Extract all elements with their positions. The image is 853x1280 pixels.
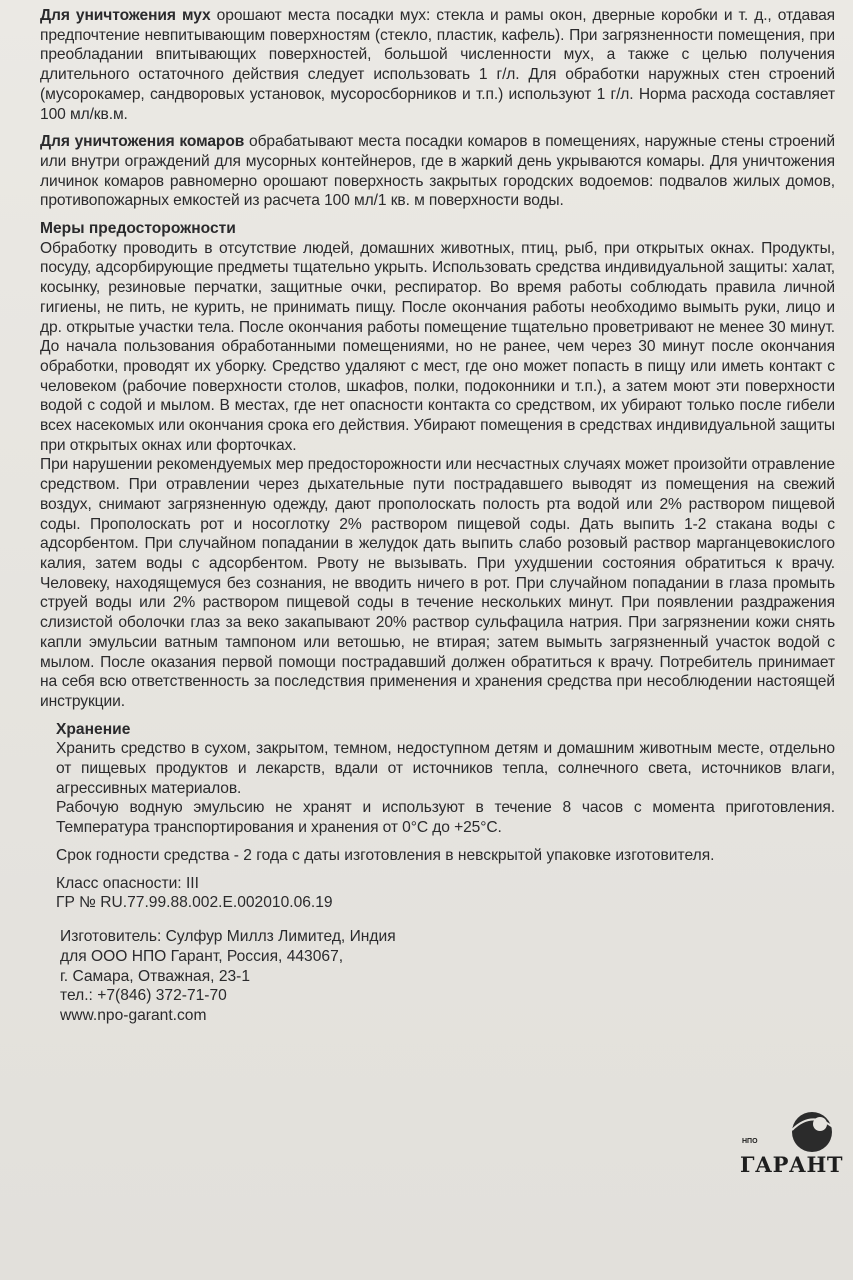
logo-name: ГАРАНТ: [740, 1152, 843, 1177]
flies-paragraph: [40, 6, 835, 124]
mosquitoes-heading: Для уничтожения комаров: [40, 133, 245, 151]
precautions-paragraph-1: Обработку проводить в отсутствие людей, домашних животных, птиц, рыб, при открытых окнах. Продукты, посуду, адсорбирующие предметы тщательно укрыть. Использовать средства индивидуальной защиты: халат, косынку, резиновые перчатки, защитные очки, респиратор. Во время работы соблюдать правила личной гигиены, не пить, не курить, не принимать пищу. После окончания работы необходимо вымыть руки, лицо и др. открытые участки тела. После окончания работы помещение тщательно проветривают не менее 30 минут. До начала пользования обработанными помещениями, но не ранее, чем через 30 минут после окончания обработки, проводят их уборку. Средство удаляют с мест, где оно может попасть в пищу или иметь контакт с человеком (рабочие поверхности столов, шкафов, полки, подоконники и т.п.), а затем моют эти поверхности водой с содой и мылом. В местах, где нет опасности контакта со средством, их убирают только после гибели всех насекомых или окончания срока его действия. Убирают помещения в средствах индивидуальной защиты при открытых окнах или форточках.: [40, 239, 835, 454]
manufacturer-website: www.npo-garant.com: [60, 1007, 207, 1025]
hazard-class: Класс опасности: III: [56, 874, 199, 892]
precautions-paragraph-2: При нарушении рекомендуемых мер предосторожности или несчастных случаях может произойти отравление средством. При отравлении через дыхательные пути пострадавшего выводят из помещения на свежий воздух, снимают загрязненную одежду, дают прополоскать полость рта водой или 2% раствором пищевой соды. Прополоскать рот и носоглотку 2% раствором пищевой соды. Дать выпить 1-2 стакана воды с адсорбентом. При случайном попадании в желудок дать выпить слабо розовый раствор марганцевокислого калия, затем воды с адсорбентом. Рвоту не вызывать. При ухудшении состояния обратиться к врачу. Человеку, находящемуся без сознания, не вводить ничего в рот. При случайном попадании в глаза промыть струей воды или 2% раствором пищевой соды в течение нескольких минут. При появлении раздражения слизистой оболочки глаз за веко закапывают 20% раствор сульфацила натрия. При загрязнении кожи снять капли эмульсии ватным тампоном или ветошью, не втирая; затем вымыть загрязненный участок водой с мылом. После оказания первой помощи пострадавший должен обратиться к врачу. Потребитель принимает на себя всю ответственность за последствия применения и хранения средства при несоблюдении настоящей инструкции.: [40, 456, 835, 710]
registration-number: ГР № RU.77.99.88.002.Е.002010.06.19: [56, 894, 333, 912]
mosquitoes-paragraph: [40, 132, 835, 211]
manufacturer-block: [40, 927, 835, 1026]
flies-heading: Для уничтожения мух: [40, 7, 211, 24]
logo-small-text: НПО: [742, 1138, 758, 1145]
manufacturer-address: г. Самара, Отважная, 23-1: [60, 967, 251, 985]
mosquitoes-text: обрабатывают места посадки комаров в помещениях, наружные стены строений или внутри ограждений для мусорных контейнеров, где в жаркий день укрываются комары. Для уничтожения личинок комаров равномерно орошают поверхность закрытых городских водоемов: подвалов жилых домов, противопожарных емкостей из расчета 100 мл/1 кв. м поверхности воды.: [40, 133, 835, 210]
manufacturer-phone: тел.: +7(846) 372-71-70: [60, 987, 227, 1005]
precautions-heading: Меры предосторожности: [40, 220, 236, 238]
shelf-life: Срок годности средства - 2 года с даты изготовления в невскрытой упаковке изготовителя.: [56, 846, 715, 864]
storage-heading: Хранение: [56, 720, 131, 738]
storage-paragraph-2: Рабочую водную эмульсию не хранят и используют в течение 8 часов с момента приготовления. Температура транспортирования и хранения от 0°С до +25°С.: [56, 799, 835, 837]
garant-logo: [740, 1108, 852, 1180]
manufacturer-line-2: для ООО НПО Гарант, Россия, 443067,: [60, 947, 344, 965]
flies-text: орошают места посадки мух: стекла и рамы окон, дверные коробки и т. д., отдавая предпочтение невпитывающим поверхностям (стекло, пластик, кафель). При загрязненности помещения, при преобладании впитывающих поверхностей, большой численности мух, а также с целью получения длительного остаточного действия следует использовать 1 г/л. Для обработки наружных стен строений (мусорокамер, сандворовых установок, мусоросборников и т.п.) используют 1 г/л. Норма расхода составляет 100 мл/кв.м.: [40, 7, 835, 123]
manufacturer-line-1: Изготовитель: Сулфур Миллз Лимитед, Индия: [60, 927, 396, 945]
storage-paragraph-1: Хранить средство в сухом, закрытом, темном, недоступном детям и домашним животным месте, отдельно от пищевых продуктов и лекарств, вдали от источников тепла, солнечного света, источников влаги, агрессивных материалов.: [56, 740, 835, 797]
